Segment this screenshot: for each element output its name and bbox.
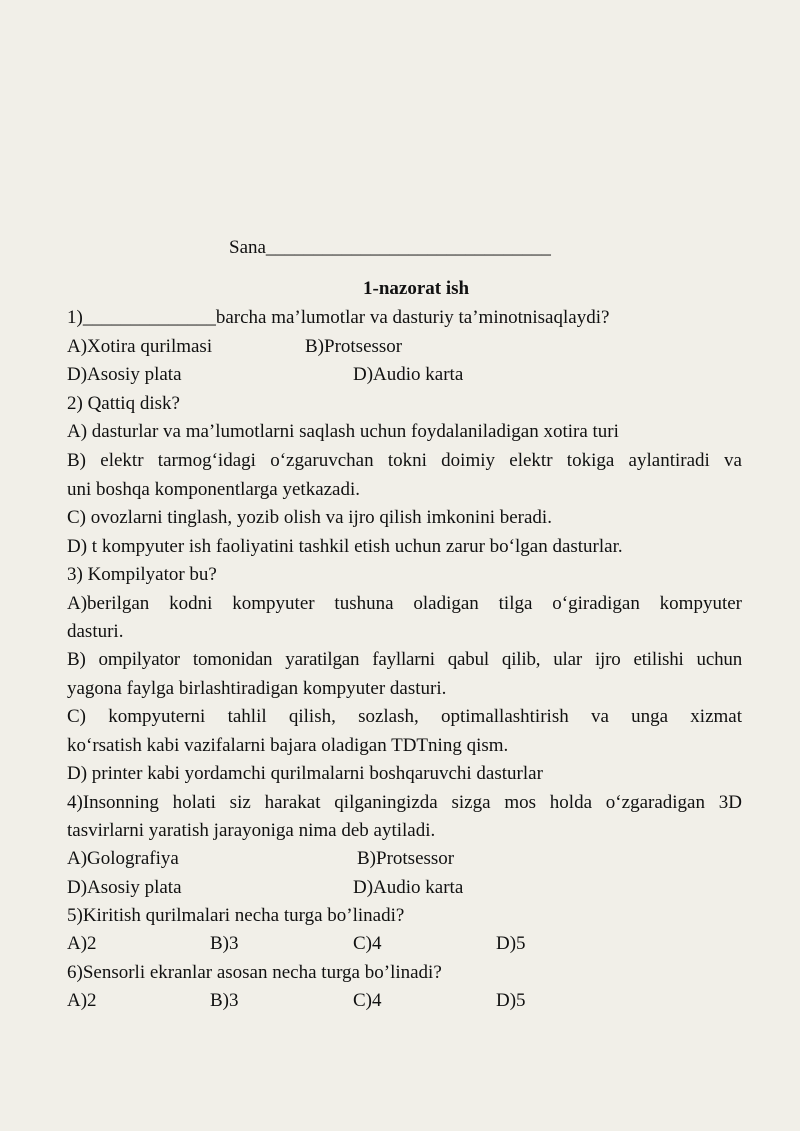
q3-option-c-line-1: C) kompyuterni tahlil qilish, sozlash, optimallashtirish va unga xizmat xyxy=(67,706,742,727)
q6-option-d: D)5 xyxy=(496,990,526,1011)
q5-option-b: B)3 xyxy=(210,933,239,954)
q5-option-d: D)5 xyxy=(496,933,526,954)
q6-option-c: C)4 xyxy=(353,990,382,1011)
date-field-label: Sana______________________________ xyxy=(229,237,551,258)
q1-option-c: D)Asosiy plata xyxy=(67,364,182,385)
q3-option-d: D) printer kabi yordamchi qurilmalarni boshqaruvchi dasturlar xyxy=(67,763,543,784)
q5-option-c: C)4 xyxy=(353,933,382,954)
q2-option-b-line-2: uni boshqa komponentlarga yetkazadi. xyxy=(67,479,361,500)
q6-option-b: B)3 xyxy=(210,990,239,1011)
q4-option-a: A)Golografiya xyxy=(67,848,179,869)
q1-option-d: D)Audio karta xyxy=(353,364,464,385)
q2-option-b-line-1: B) elektr tarmog‘idagi o‘zgaruvchan tokni doimiy elektr tokiga aylantiradi va xyxy=(67,450,742,471)
question-2: 2) Qattiq disk? xyxy=(67,393,180,414)
q3-option-a-line-2: dasturi. xyxy=(67,621,124,642)
page-title: 1-nazorat ish xyxy=(363,278,470,299)
q4-option-d: D)Audio karta xyxy=(353,877,464,898)
q6-option-a: A)2 xyxy=(67,990,97,1011)
question-5: 5)Kiritish qurilmalari necha turga bo’linadi? xyxy=(67,905,405,926)
q2-option-c: C) ovozlarni tinglash, yozib olish va ijro qilish imkonini beradi. xyxy=(67,507,552,528)
q2-option-a: A) dasturlar va ma’lumotlarni saqlash uchun foydalaniladigan xotira turi xyxy=(67,421,619,442)
q3-option-a-line-1: A)berilgan kodni kompyuter tushuna oladigan tilga o‘giradigan kompyuter xyxy=(67,593,742,614)
question-3: 3) Kompilyator bu? xyxy=(67,564,217,585)
question-4-line-2: tasvirlarni yaratish jarayoniga nima deb aytiladi. xyxy=(67,820,436,841)
q1-option-a: A)Xotira qurilmasi xyxy=(67,336,213,357)
q4-option-b: B)Protsessor xyxy=(357,848,455,869)
q3-option-c-line-2: ko‘rsatish kabi vazifalarni bajara oladigan TDTning qism. xyxy=(67,735,509,756)
q4-option-c: D)Asosiy plata xyxy=(67,877,182,898)
q3-option-b-line-1: B) ompilyator tomonidan yaratilgan fayllarni qabul qilib, ular ijro etilishi uchun xyxy=(67,649,742,670)
q3-option-b-line-2: yagona faylga birlashtiradigan kompyuter dasturi. xyxy=(67,678,447,699)
question-4-line-1: 4)Insonning holati siz harakat qilganingizda sizga mos holda o‘zgaradigan 3D xyxy=(67,792,742,813)
q5-option-a: A)2 xyxy=(67,933,97,954)
question-1: 1)______________barcha ma’lumotlar va dasturiy ta’minotnisaqlaydi? xyxy=(67,307,610,328)
q1-option-b: B)Protsessor xyxy=(305,336,403,357)
q2-option-d: D) t kompyuter ish faoliyatini tashkil etish uchun zarur bo‘lgan dasturlar. xyxy=(67,536,623,557)
question-6: 6)Sensorli ekranlar asosan necha turga bo’linadi? xyxy=(67,962,442,983)
